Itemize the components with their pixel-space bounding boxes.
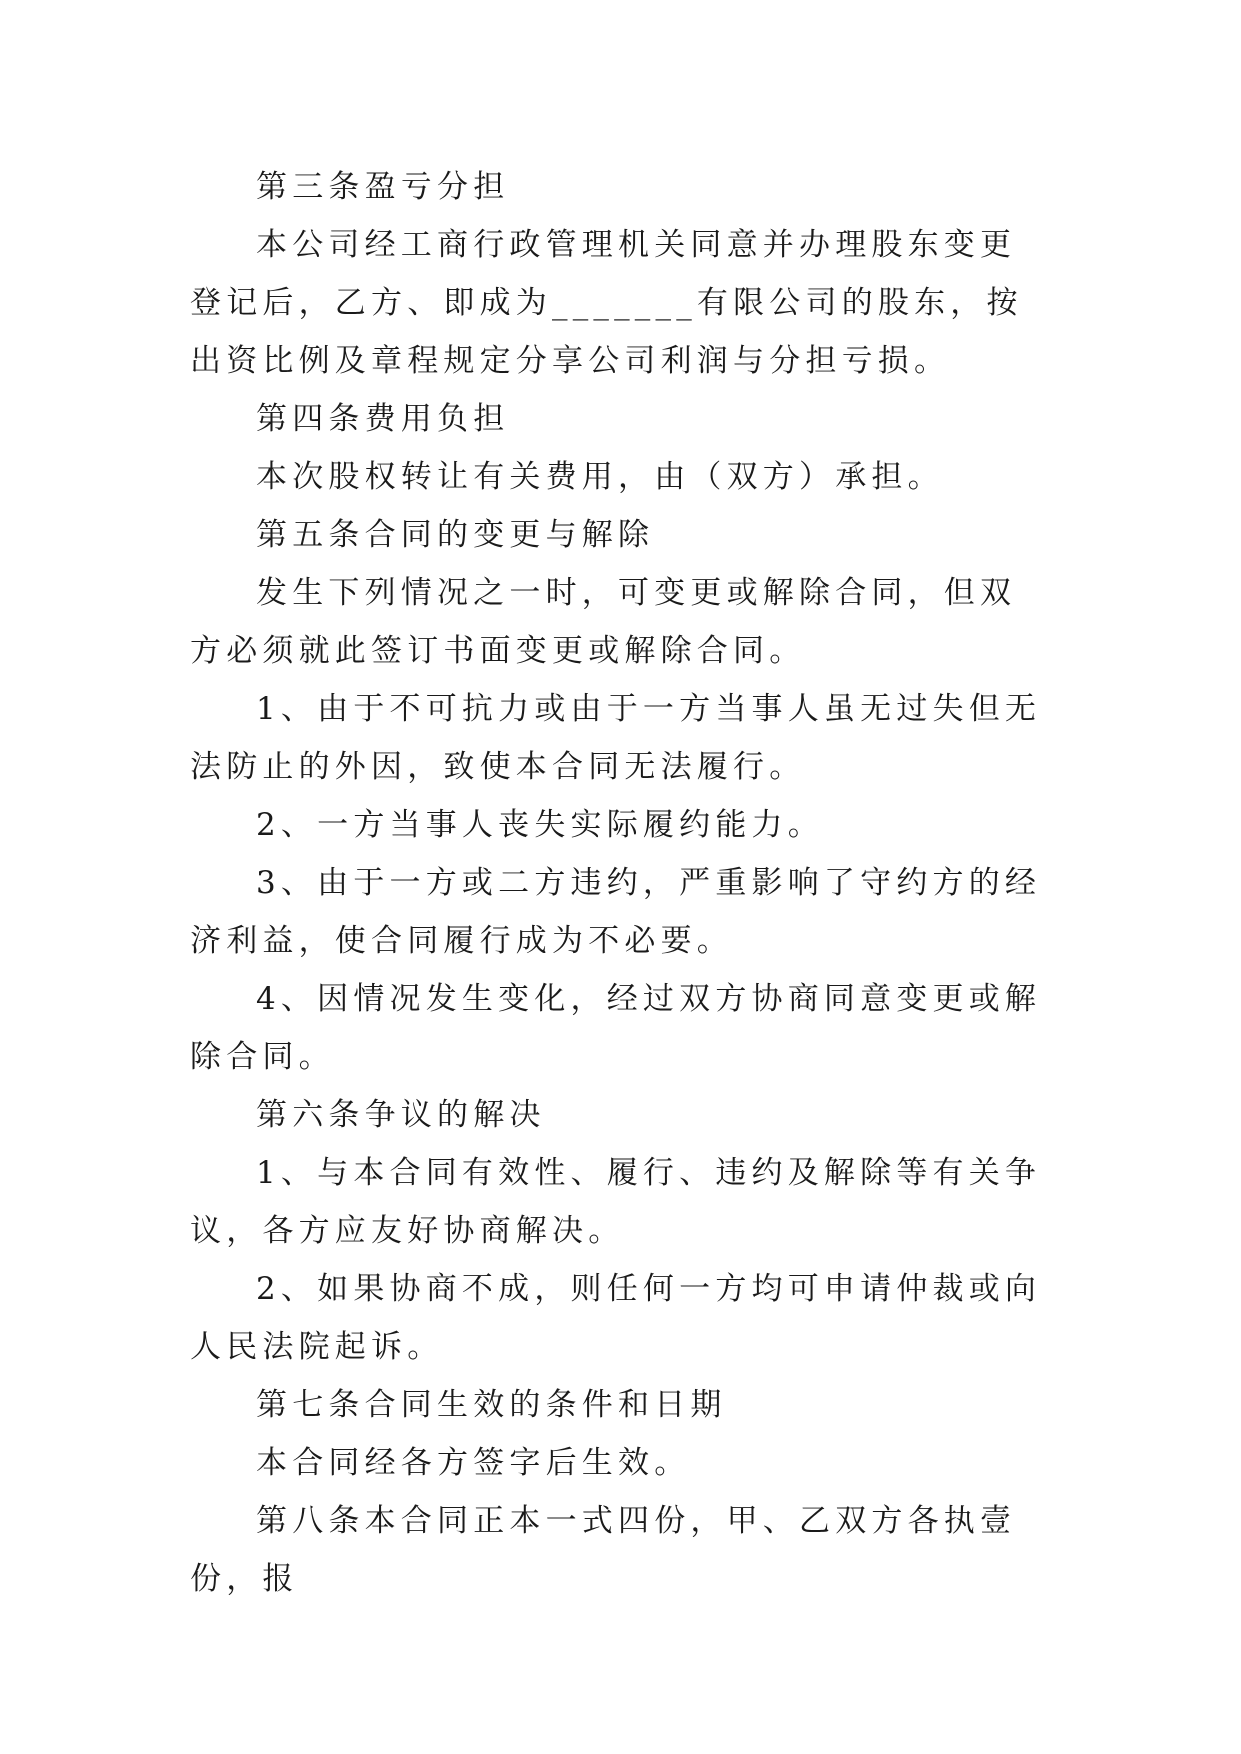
heading-article-3: 第三条盈亏分担 [256, 169, 510, 205]
list-item-5-4: 4、因情况发生变化，经过双方协商同意变更或解除合同。 [190, 981, 1042, 1075]
paragraph-profit-loss: 本公司经工商行政管理机关同意并办理股东变更登记后，乙方、即成为_______有限公司的股东，按出资比例及章程规定分享公司利润与分担亏损。 [190, 227, 1023, 379]
list-item-6-2: 2、如果协商不成，则任何一方均可申请仲裁或向人民法院起诉。 [190, 1271, 1042, 1365]
heading-article-6: 第六条争议的解决 [256, 1097, 546, 1133]
list-item-5-1: 1、由于不可抗力或由于一方当事人虽无过失但无法防止的外因，致使本合同无法履行。 [190, 691, 1042, 785]
paragraph-article-8: 第八条本合同正本一式四份，甲、乙双方各执壹份，报 [190, 1503, 1017, 1597]
paragraph-effective: 本合同经各方签字后生效。 [256, 1445, 691, 1481]
document-body [190, 158, 1050, 1608]
heading-article-7: 第七条合同生效的条件和日期 [256, 1387, 727, 1423]
list-item-5-2: 2、一方当事人丧失实际履约能力。 [256, 807, 824, 843]
heading-article-4: 第四条费用负担 [256, 401, 510, 437]
list-item-6-1: 1、与本合同有效性、履行、违约及解除等有关争议，各方应友好协商解决。 [190, 1155, 1042, 1249]
paragraph-change-termination: 发生下列情况之一时，可变更或解除合同，但双方必须就此签订书面变更或解除合同。 [190, 575, 1017, 669]
list-item-5-3: 3、由于一方或二方违约，严重影响了守约方的经济利益，使合同履行成为不必要。 [190, 865, 1042, 959]
heading-article-5: 第五条合同的变更与解除 [256, 517, 655, 553]
paragraph-fees: 本次股权转让有关费用，由（双方）承担。 [256, 459, 944, 495]
